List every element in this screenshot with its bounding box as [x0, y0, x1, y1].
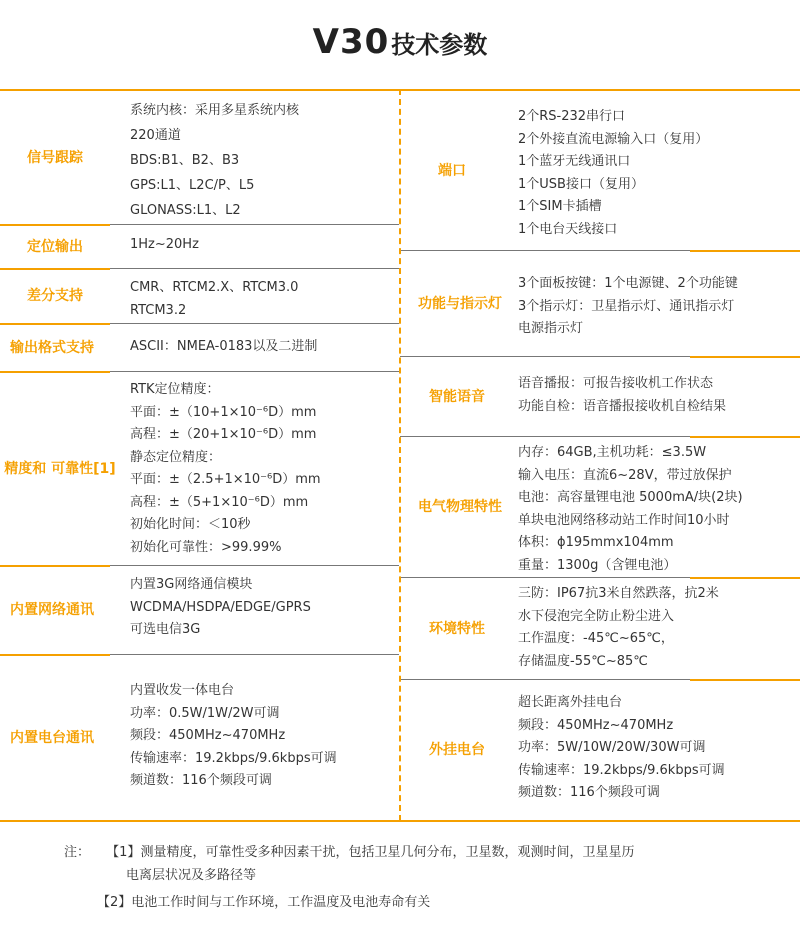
- content-function-indicator: 3个面板按键：1个电源键、2个功能键 3个指示灯：卫星指示灯、通讯指示灯 电源指示灯: [518, 276, 738, 336]
- content-signal-tracking: 系统内核：采用多星系统内核 220通道 BDS:B1、B2、B3 GPS:L1、L2C/P、L5 GLONASS:L1、L2: [130, 103, 300, 218]
- content-radio: 内置收发一体电台 功率：0.5W/1W/2W可调 频段：450MHz~470MHz 传输速率：19.2kbps/9.6kbps可调 频道数：116个频段可调: [130, 683, 337, 788]
- row-divider: [110, 224, 399, 225]
- label-radio: 内置电台通讯: [10, 729, 94, 746]
- label-environment: 环境特性: [429, 620, 485, 637]
- footnote-2: [64, 891, 634, 914]
- footnote-prefix: 注：: [64, 845, 91, 860]
- label-ports: 端口: [438, 162, 466, 179]
- row-divider: [690, 679, 800, 681]
- content-network: 内置3G网络通信模块 WCDMA/HSDPA/EDGE/GPRS 可选电信3G: [130, 577, 311, 637]
- content-differential: CMR、RTCM2.X、RTCM3.0 RTCM3.2: [130, 280, 299, 318]
- title-text: 技术参数: [391, 31, 488, 59]
- label-function-indicator: 功能与指示灯: [418, 295, 502, 312]
- row-divider: [690, 577, 800, 579]
- content-external-radio: 超长距离外挂电台 频段：450MHz~470MHz 功率：5W/10W/20W/30W可调 传输速率：19.2kbps/9.6kbps可调 频道数：116个频段可调: [518, 695, 725, 800]
- row-divider: [690, 356, 800, 358]
- row-divider: [690, 250, 800, 252]
- content-ports: 2个RS-232串行口 2个外接直流电源输入口（复用） 1个蓝牙无线通讯口 1个USB接口（复用） 1个SIM卡插槽 1个电台天线接口: [518, 109, 709, 237]
- footnote-1: [64, 841, 634, 864]
- label-position-output: 定位输出: [27, 238, 83, 255]
- row-divider: [110, 565, 399, 566]
- footnote-text: 测量精度，可靠性受多种因素干扰，包括卫星几何分布，卫星数，观测时间，卫星星历: [140, 845, 635, 860]
- row-divider: [110, 654, 399, 655]
- row-divider: [110, 268, 399, 269]
- label-electrical-physical: 电气物理特性: [418, 499, 502, 515]
- content-accuracy: RTK定位精度： 平面：±（10+1×10⁻⁶D）mm 高程：±（20+1×10⁻⁶D）mm 静态定位精度： 平面：±（2.5+1×10⁻⁶D）mm 高程：±（5+1×10⁻⁶D）mm 初始化时间：＜10秒 初始化可靠性：>99.99%: [130, 382, 321, 555]
- footnote-mark: 【2】: [97, 895, 132, 910]
- label-network: 内置网络通讯: [10, 602, 94, 618]
- content-output-format: ASCII：NMEA-0183以及二进制: [130, 339, 318, 354]
- label-smart-voice: 智能语音: [429, 388, 485, 405]
- label-differential: 差分支持: [27, 288, 83, 304]
- footnote-mark: 【1】: [106, 845, 141, 860]
- footnote-1-continued: 电离层状况及多路径等: [126, 868, 257, 883]
- content-position-output: 1Hz~20Hz: [130, 237, 199, 252]
- label-accuracy: 精度和 可靠性[1]: [4, 460, 116, 477]
- page-title: [0, 22, 800, 62]
- content-environment: 三防：IP67抗3米自然跌落，抗2米 水下侵泡完全防止粉尘进入 工作温度：-45℃~65℃， 存储温度-55℃~85℃: [518, 586, 719, 669]
- footnotes: [64, 841, 634, 914]
- content-smart-voice: 语音播报：可报告接收机工作状态 功能自检：语音播报接收机自检结果: [518, 376, 727, 414]
- label-output-format: 输出格式支持: [10, 339, 94, 356]
- row-divider: [110, 323, 399, 324]
- label-signal-tracking: 信号跟踪: [27, 149, 83, 166]
- row-divider: [690, 436, 800, 438]
- column-divider: [399, 89, 401, 821]
- row-divider: [110, 371, 399, 372]
- label-external-radio: 外挂电台: [429, 742, 485, 758]
- footnote-text: 电池工作时间与工作环境，工作温度及电池寿命有关: [131, 895, 431, 910]
- model-name: V30: [312, 22, 390, 62]
- content-electrical-physical: 内存：64GB,主机功耗：≤3.5W 输入电压：直流6~28V，带过放保护 电池：高容量锂电池 5000mA/块(2块) 单块电池网络移动站工作时间10小时 体积：ϕ195mmx104mm 重量：1300g（含锂电池）: [518, 445, 743, 573]
